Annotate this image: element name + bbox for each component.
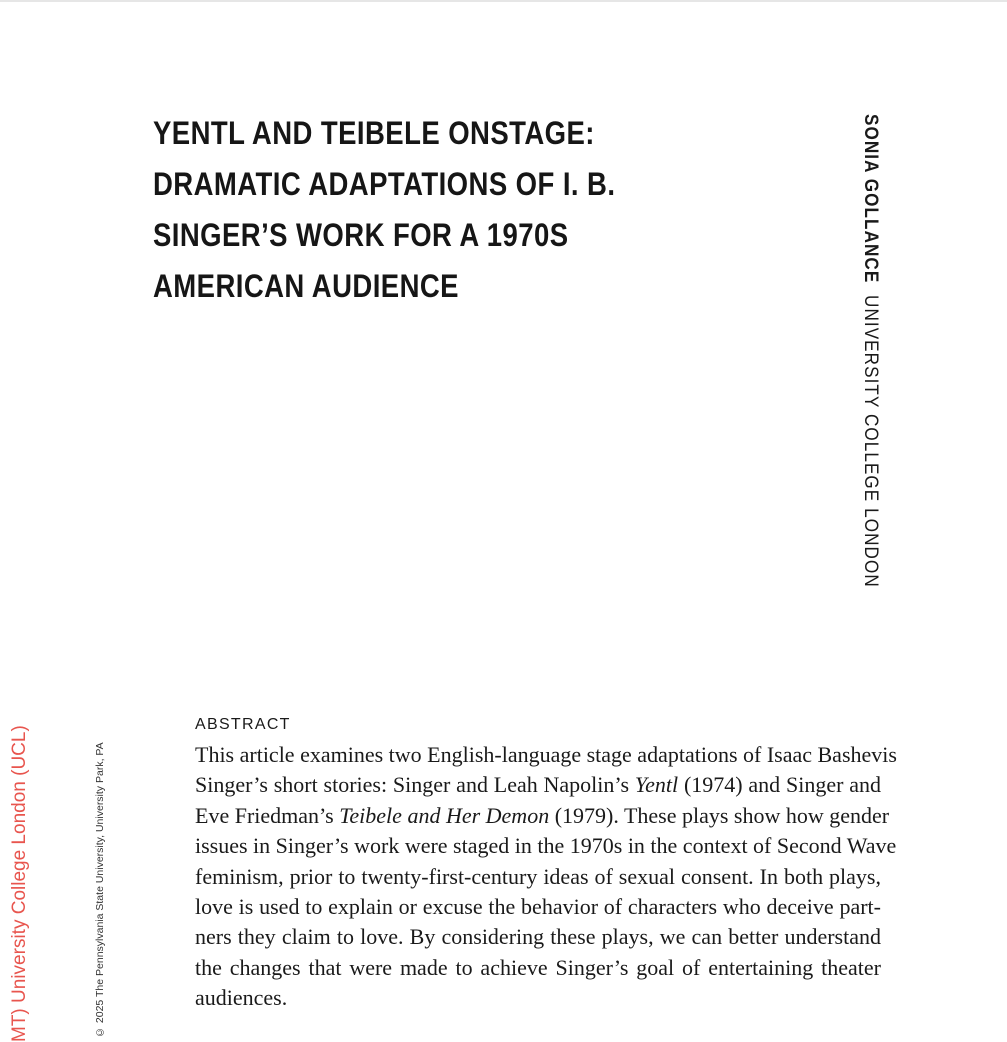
abstract-text-run: feminism, prior to twenty-first-century ideas of sexual consent. In both plays, bbox=[195, 863, 881, 889]
author-affiliation bbox=[860, 289, 881, 588]
abstract-text-run: ners they claim to love. By considering these plays, we can better understand bbox=[195, 924, 881, 950]
article-title bbox=[153, 108, 635, 312]
abstract-text-run: Singer’s short stories: Singer and Leah Napolin’s bbox=[195, 772, 635, 798]
title-line: YENTL AND TEIBELE ONSTAGE: bbox=[153, 115, 595, 151]
title-line: AMERICAN AUDIENCE bbox=[153, 268, 459, 304]
play-title-yentl: Yentl bbox=[634, 772, 679, 798]
abstract-text-run: the changes that were made to achieve Singer’s goal of entertaining theater bbox=[195, 954, 881, 980]
abstract-line bbox=[195, 862, 881, 892]
title-line: SINGER’S WORK FOR A 1970S bbox=[153, 217, 569, 253]
abstract-line bbox=[195, 770, 881, 800]
copyright-notice: © 2025 The Pennsylvania State University, University Park, PA bbox=[94, 742, 106, 1038]
abstract-line bbox=[195, 892, 881, 922]
download-watermark: MT) University College London (UCL) bbox=[9, 725, 30, 1042]
title-line: DRAMATIC ADAPTATIONS OF I. B. bbox=[153, 166, 616, 202]
abstract-line bbox=[195, 831, 897, 861]
abstract-text-run: Eve Friedman’s bbox=[195, 802, 340, 828]
abstract-text-run: This article examines two English-language stage adaptations of Isaac Bashevis bbox=[195, 742, 897, 767]
abstract-text bbox=[195, 740, 897, 1014]
abstract-text-run: (1974) and Singer and bbox=[678, 772, 882, 798]
play-title-teibele: Teibele and Her Demon bbox=[339, 802, 550, 828]
abstract-heading: ABSTRACT bbox=[195, 716, 291, 733]
abstract-text-run: issues in Singer’s work were staged in the 1970s in the context of Second Wave bbox=[195, 833, 897, 859]
abstract-line bbox=[195, 801, 890, 831]
abstract-line bbox=[195, 740, 897, 770]
abstract-text-run: (1979). These plays show how gender bbox=[549, 802, 890, 828]
abstract-line bbox=[195, 983, 881, 1013]
affiliation-text: UNIVERSITY COLLEGE LONDON bbox=[860, 295, 881, 588]
abstract-text-run: audiences. bbox=[195, 985, 288, 1011]
abstract-text-run: love is used to explain or excuse the behavior of characters who deceive part- bbox=[195, 894, 881, 920]
abstract-line bbox=[195, 922, 881, 952]
abstract-line bbox=[195, 953, 881, 983]
author-byline bbox=[859, 114, 881, 588]
author-name: SONIA GOLLANCE bbox=[860, 114, 881, 284]
top-rule bbox=[0, 0, 1007, 2]
